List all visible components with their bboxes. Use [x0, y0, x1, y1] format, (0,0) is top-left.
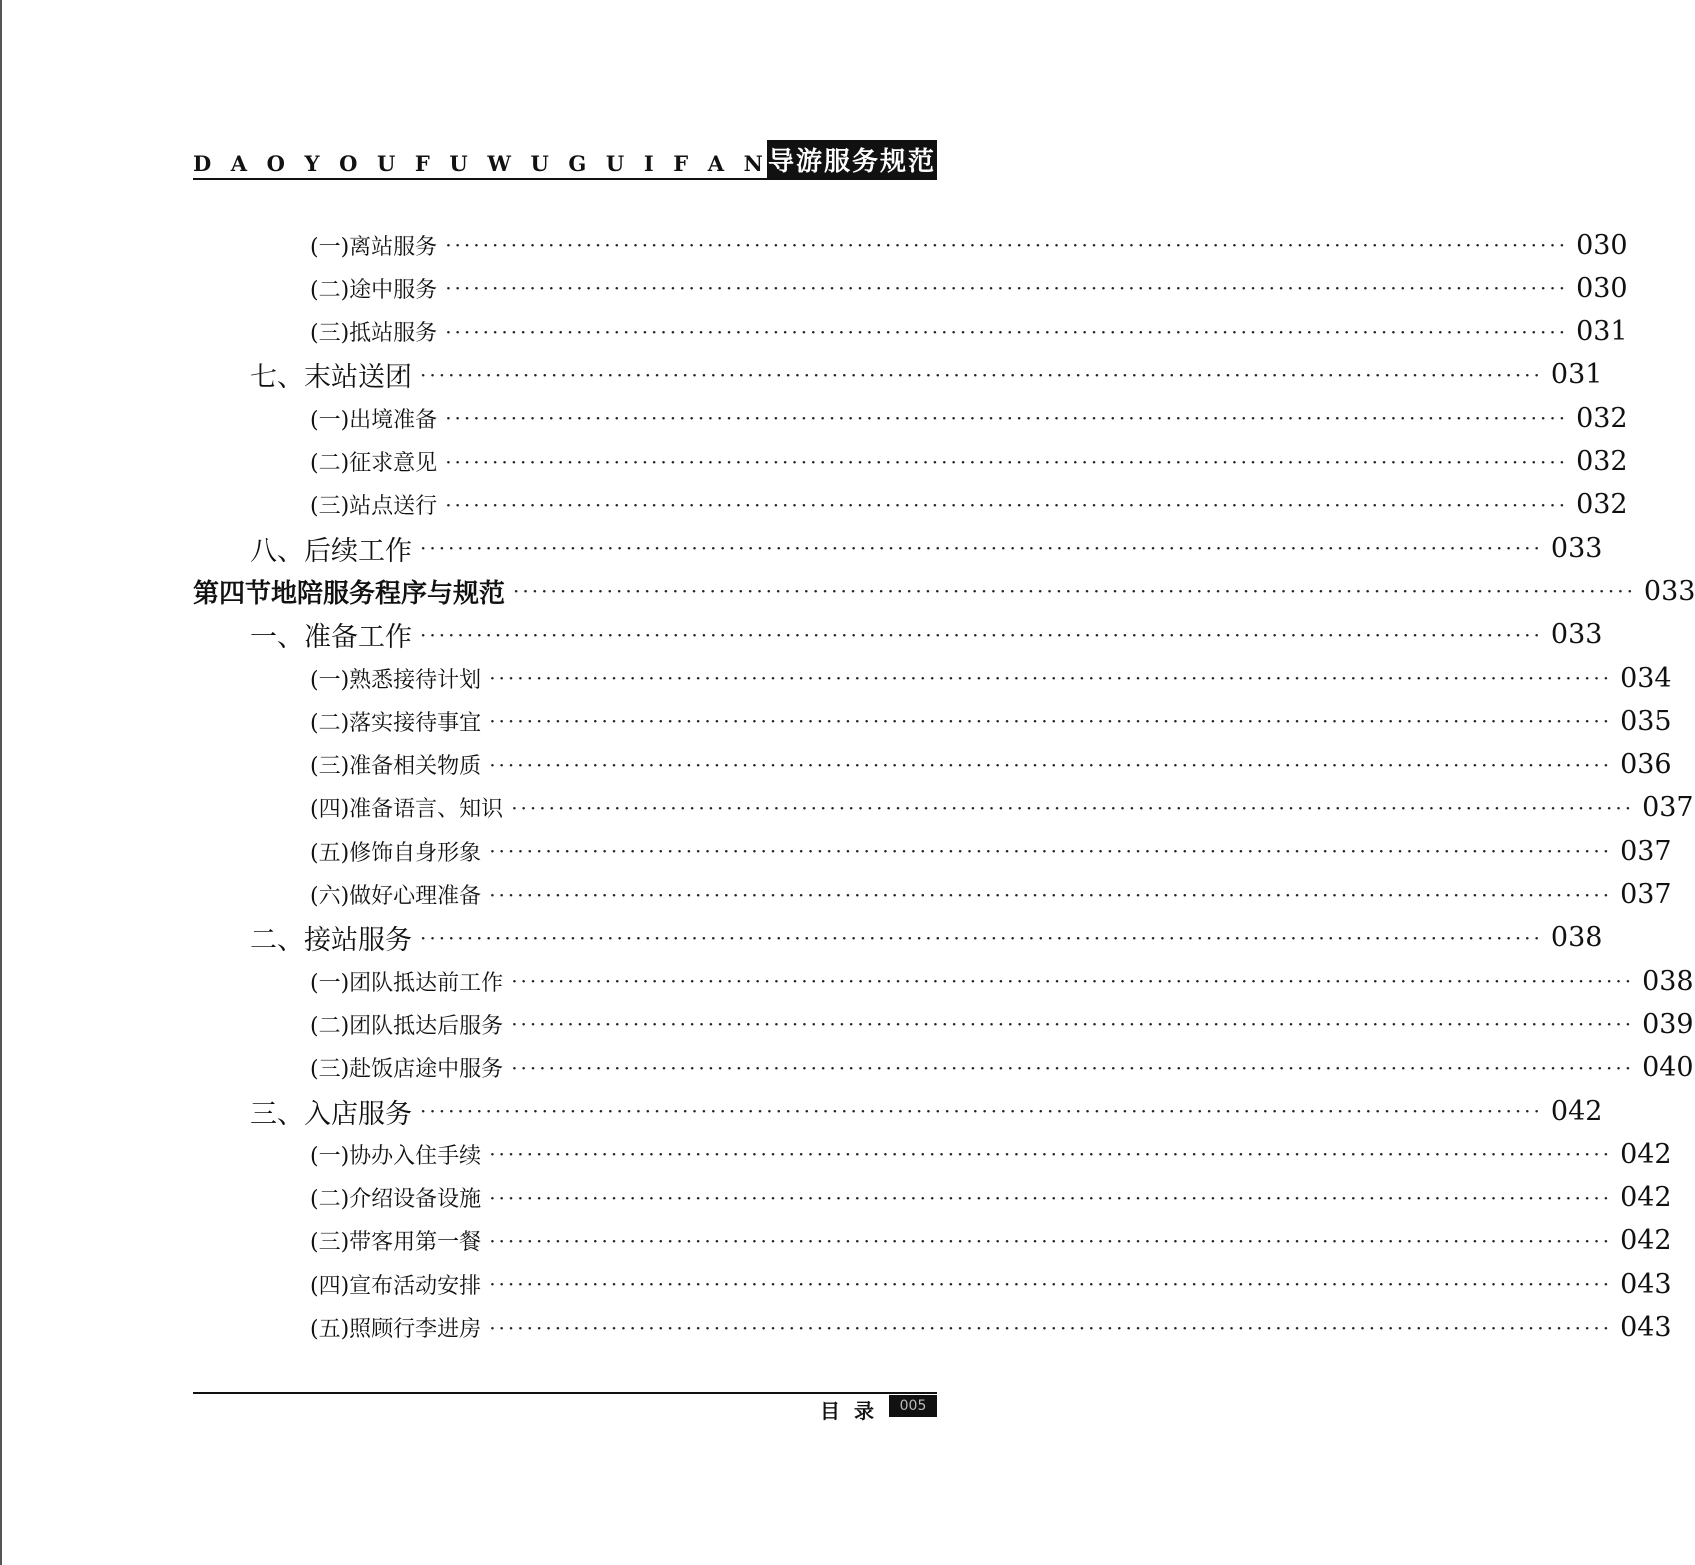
toc-entry[interactable]: [250, 528, 1603, 568]
header-letter: I: [643, 151, 654, 176]
toc-entry-title: 团队抵达后服务: [349, 1013, 504, 1039]
toc-leader-dots: ························································································································: [511, 1012, 1635, 1037]
toc-entry[interactable]: [310, 268, 1628, 308]
toc-entry-page: 042: [1550, 1095, 1603, 1127]
toc-entry-title: 准备语言、知识: [349, 797, 504, 823]
header-letter: G: [568, 151, 587, 176]
toc-entry-title: 抵站服务: [349, 321, 438, 347]
toc-entry[interactable]: [310, 1178, 1672, 1218]
page-edge: [0, 0, 2, 1565]
toc-leader-dots: ························································································································: [513, 579, 1636, 604]
toc-leader-dots: ························································································································: [489, 1185, 1613, 1210]
toc-entry-title: 离站服务: [349, 234, 438, 260]
toc-entry[interactable]: [310, 225, 1628, 265]
toc-entry-title: 赴饭店途中服务: [349, 1057, 504, 1083]
toc-entry-title: 末站送团: [304, 362, 412, 394]
toc-leader-dots: ························································································································: [511, 969, 1635, 994]
toc-entry[interactable]: [193, 571, 1695, 611]
toc-entry-number: (二): [310, 1187, 350, 1213]
toc-entry-page: 042: [1620, 1138, 1672, 1170]
toc-leader-dots: ························································································································: [511, 795, 1635, 820]
toc-leader-dots: ························································································································: [445, 276, 1569, 301]
toc-entry-page: 033: [1643, 575, 1695, 607]
header-letter: N: [743, 151, 763, 176]
toc-entry-title: 入店服务: [304, 1098, 412, 1130]
toc-entry[interactable]: [250, 615, 1603, 655]
toc-entry-title: 修饰自身形象: [349, 840, 482, 866]
toc-leader-dots: ························································································································: [489, 709, 1613, 734]
toc-entry-page: 035: [1620, 705, 1672, 737]
toc-entry-number: (一): [310, 407, 350, 433]
toc-entry[interactable]: [310, 1308, 1672, 1348]
header-title: 导游服务规范: [767, 140, 937, 178]
toc-entry-page: 031: [1550, 359, 1603, 391]
header-letter: F: [673, 151, 689, 176]
toc-entry-title: 团队抵达前工作: [349, 970, 504, 996]
toc-entry[interactable]: [250, 918, 1603, 958]
toc-entry-page: 032: [1576, 446, 1628, 477]
header-letter: U: [530, 151, 549, 176]
header-letter: A: [707, 151, 725, 176]
toc-entry-page: 037: [1642, 792, 1694, 824]
toc-entry-page: 039: [1642, 1008, 1694, 1040]
toc-leader-dots: ························································································································: [420, 362, 1543, 387]
toc-entry[interactable]: [310, 442, 1628, 482]
toc-entry-page: 038: [1642, 965, 1694, 997]
toc-entry-number: (一): [310, 1143, 350, 1169]
toc-leader-dots: ························································································································: [445, 406, 1569, 431]
toc-entry[interactable]: [310, 1221, 1672, 1261]
toc-entry-number: (三): [310, 1230, 350, 1256]
toc-entry[interactable]: [310, 1004, 1694, 1044]
toc-leader-dots: ························································································································: [420, 536, 1543, 561]
toc-entry-title: 出境准备: [349, 407, 438, 433]
header-letter: U: [449, 151, 468, 176]
toc-entry[interactable]: [310, 398, 1628, 438]
toc-entry-page: 030: [1576, 272, 1628, 304]
toc-entry-number: (二): [310, 1013, 350, 1039]
header-letter: U: [377, 151, 396, 176]
toc-entry-page: 030: [1576, 229, 1628, 261]
toc-entry[interactable]: [310, 961, 1694, 1001]
toc-entry-number: (一): [310, 234, 350, 260]
toc-entry-page: 040: [1642, 1052, 1694, 1084]
toc-leader-dots: ························································································································: [489, 1228, 1613, 1253]
toc-entry-number: 第四节: [193, 578, 272, 609]
toc-entry[interactable]: [310, 658, 1672, 698]
toc-entry-number: (三): [310, 494, 350, 520]
toc-entry-number: (四): [310, 797, 350, 823]
toc-entry-page: 031: [1576, 316, 1628, 348]
header-letter: Y: [304, 151, 320, 176]
toc-entry-page: 043: [1620, 1312, 1672, 1343]
header-pinyin: [193, 151, 763, 176]
running-header: [193, 140, 937, 180]
toc-leader-dots: ························································································································: [420, 925, 1543, 950]
toc-entry-number: 二、: [250, 925, 304, 957]
toc-entry-page: 042: [1620, 1182, 1672, 1214]
footer-section-label: 目录: [820, 1399, 888, 1423]
toc-entry-number: (一): [310, 970, 350, 996]
toc-entry-title: 准备相关物质: [349, 754, 482, 780]
toc-entry-number: (一): [310, 667, 350, 693]
toc-entry-page: 033: [1550, 619, 1603, 651]
toc-leader-dots: ························································································································: [445, 492, 1569, 517]
toc-entry-page: 037: [1620, 835, 1672, 867]
toc-entry[interactable]: [310, 701, 1672, 741]
toc-leader-dots: ························································································································: [489, 1272, 1613, 1297]
toc-entry-number: 一、: [250, 622, 304, 654]
toc-leader-dots: ························································································································: [489, 1142, 1613, 1167]
toc-entry-page: 042: [1620, 1225, 1672, 1257]
toc-entry-page: 033: [1550, 532, 1603, 564]
toc-entry-number: 八、: [250, 535, 304, 567]
toc-leader-dots: ························································································································: [489, 666, 1613, 690]
toc-leader-dots: ························································································································: [489, 752, 1613, 777]
toc-entry[interactable]: [250, 355, 1603, 395]
header-letter: U: [605, 151, 625, 176]
toc-leader-dots: ························································································································: [489, 882, 1613, 907]
toc-entry[interactable]: [250, 1091, 1603, 1131]
toc-entry-title: 协办入住手续: [349, 1143, 482, 1169]
toc-entry-number: (三): [310, 754, 350, 780]
toc-entry[interactable]: [310, 312, 1628, 352]
toc-entry[interactable]: [310, 1264, 1672, 1304]
toc-entry[interactable]: [310, 1134, 1672, 1174]
toc-entry-number: (四): [310, 1273, 350, 1299]
toc-entry-page: 043: [1620, 1268, 1672, 1300]
toc-entry-title: 接站服务: [304, 925, 412, 957]
toc-entry-title: 站点送行: [349, 494, 438, 520]
header-letter: W: [487, 151, 511, 176]
footer-page-number: 005: [889, 1395, 937, 1417]
toc-leader-dots: ························································································································: [511, 1055, 1635, 1080]
toc-entry-page: 032: [1576, 402, 1628, 434]
header-letter: A: [230, 151, 248, 176]
toc-entry-title: 后续工作: [304, 535, 412, 567]
toc-entry-title: 地陪服务程序与规范: [271, 578, 506, 609]
toc-entry-title: 准备工作: [304, 622, 412, 654]
toc-entry-title: 做好心理准备: [349, 884, 482, 909]
toc-entry-number: 三、: [250, 1098, 304, 1130]
toc-entry-page: 037: [1620, 879, 1672, 910]
toc-entry-page: 032: [1576, 489, 1628, 521]
toc-leader-dots: ························································································································: [489, 839, 1613, 864]
toc-entry-title: 征求意见: [349, 451, 438, 476]
toc-leader-dots: ························································································································: [489, 1315, 1613, 1340]
toc-entry-number: (二): [310, 451, 350, 476]
footer-rule: [193, 1392, 937, 1394]
toc-leader-dots: ························································································································: [445, 233, 1569, 257]
toc-entry-title: 介绍设备设施: [349, 1187, 482, 1213]
toc-entry-number: (三): [310, 321, 350, 347]
toc-entry-title: 照顾行李进房: [349, 1317, 482, 1342]
toc-entry[interactable]: [310, 875, 1672, 915]
toc-entry-number: (六): [310, 884, 350, 909]
toc-leader-dots: ························································································································: [420, 1099, 1543, 1123]
toc-entry-title: 带客用第一餐: [349, 1230, 482, 1256]
toc-entry-number: (二): [310, 277, 350, 303]
toc-entry[interactable]: [310, 788, 1694, 828]
toc-entry-title: 宣布活动安排: [349, 1273, 482, 1299]
toc-entry[interactable]: [310, 831, 1672, 871]
toc-leader-dots: ························································································································: [445, 449, 1569, 474]
toc-entry[interactable]: [310, 745, 1672, 785]
header-letter: O: [339, 151, 358, 176]
toc-entry-page: 038: [1550, 922, 1603, 954]
toc-entry[interactable]: [310, 485, 1628, 525]
toc-entry-number: (三): [310, 1057, 350, 1083]
toc-entry-number: (五): [310, 840, 350, 866]
toc-entry-page: 034: [1620, 662, 1672, 694]
toc-entry-number: 七、: [250, 362, 304, 394]
toc-entry-number: (二): [310, 710, 350, 736]
header-letter: F: [414, 151, 430, 176]
toc-entry-number: (五): [310, 1317, 350, 1342]
toc-entry-title: 落实接待事宜: [349, 710, 482, 736]
toc-entry-title: 途中服务: [349, 277, 438, 303]
toc-entry-page: 036: [1620, 749, 1672, 781]
toc-entry-title: 熟悉接待计划: [349, 667, 482, 693]
toc-entry[interactable]: [310, 1048, 1694, 1088]
toc-leader-dots: ························································································································: [445, 319, 1569, 344]
toc-leader-dots: ························································································································: [420, 622, 1543, 647]
header-letter: D: [193, 151, 212, 176]
header-letter: O: [266, 151, 285, 176]
